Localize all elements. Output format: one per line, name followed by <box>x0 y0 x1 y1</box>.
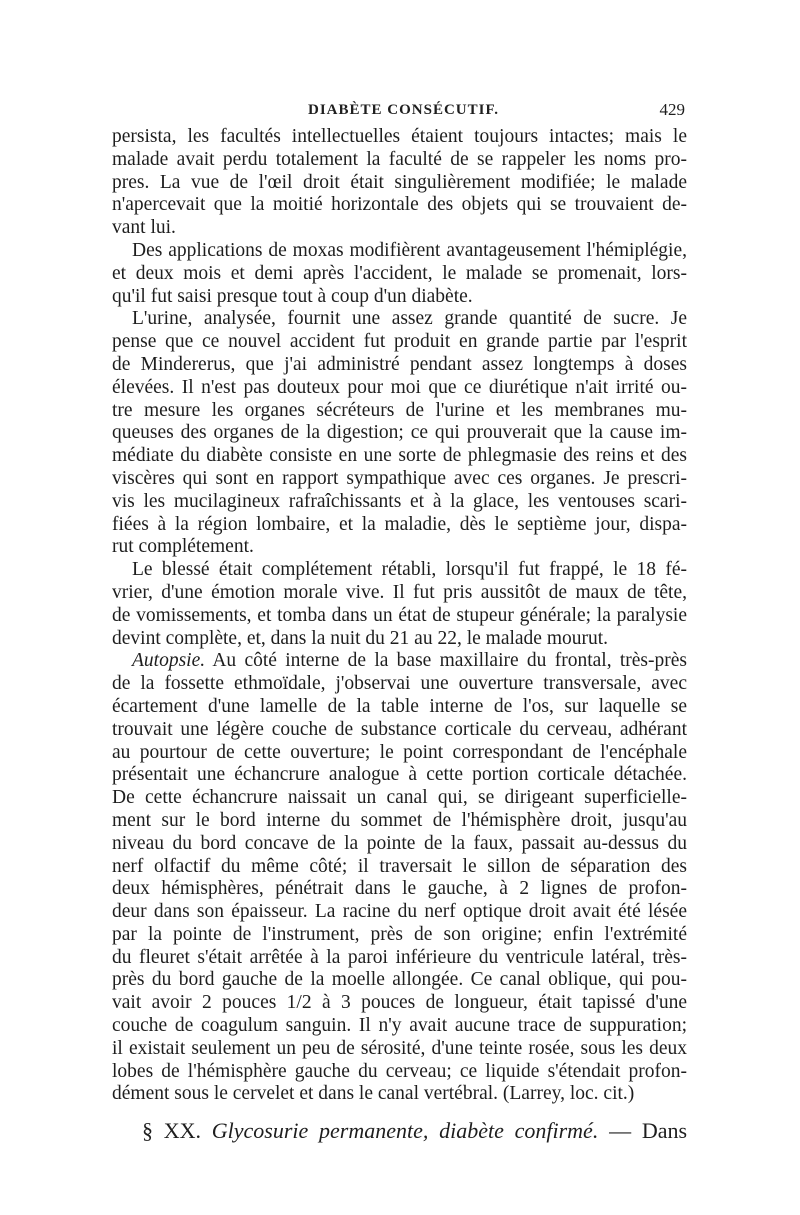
text-line: trouvait une légère couche de substance corticale du cerveau, adhérant <box>112 718 687 740</box>
text-line: pres. La vue de l'œil droit était singulièrement modifiée; le malade <box>112 171 687 193</box>
section-heading <box>112 1116 687 1146</box>
text-line: élevées. Il n'est pas douteux pour moi que ce diurétique n'ait irrité ou- <box>112 376 687 398</box>
text-line: écartement d'une lamelle de la table interne de l'os, sur laquelle se <box>112 695 687 717</box>
text-line: vant lui. <box>112 217 176 239</box>
text-line: viscères qui sont en rapport sympathique avec ces organes. Je prescri- <box>112 467 687 489</box>
section-continuation: — Dans <box>609 1118 688 1144</box>
section-number: § XX. <box>142 1118 202 1144</box>
text-line: vis les mucilagineux rafraîchissants et à la glace, les ventouses scari- <box>112 490 687 512</box>
text-line: ment sur le bord interne du sommet de l'hémisphère droit, jusqu'au <box>112 809 687 831</box>
section-title: Glycosurie permanente, diabète confirmé. <box>211 1118 599 1144</box>
text-line: niveau du bord concave de la pointe de la faux, passait au-dessus du <box>112 832 687 854</box>
body-text <box>112 126 687 1106</box>
text-line: lobes de l'hémisphère gauche du cerveau; ce liquide s'étendait profon- <box>112 1060 687 1082</box>
text-line: deur dans son épaisseur. La racine du nerf optique droit avait été lésée <box>112 901 687 923</box>
text-line: médiate du diabète consiste en une sorte de phlegmasie des reins et des <box>112 445 687 467</box>
text-line: malade avait perdu totalement la faculté de se rappeler les noms pro- <box>112 148 687 170</box>
text-line: par la pointe de l'instrument, près de son origine; enfin l'extrémité <box>112 923 687 945</box>
page-number: 429 <box>659 100 685 119</box>
text-line: L'urine, analysée, fournit une assez grande quantité de sucre. Je <box>132 308 687 330</box>
text-line: nerf olfactif du même côté; il traversait le sillon de séparation des <box>112 855 687 877</box>
text-line: Des applications de moxas modifièrent avantageusement l'hémiplégie, <box>132 239 687 261</box>
text-line: fiées à la région lombaire, et la maladie, dès le septième jour, dispa- <box>112 513 687 535</box>
text-line: de la fossette ethmoïdale, j'observai une ouverture transversale, avec <box>112 673 687 695</box>
text-line: au pourtour de cette ouverture; le point correspondant de l'encéphale <box>112 741 687 763</box>
text-line: vrier, d'une émotion morale vive. Il fut pris aussitôt de maux de tête, <box>112 581 687 603</box>
text-line: dément sous le cervelet et dans le canal vertébral. (Larrey, loc. cit.) <box>112 1083 635 1105</box>
text-line: du fleuret s'était arrêtée à la paroi inférieure du ventricule latéral, très- <box>112 946 687 968</box>
text-line: couche de coagulum sanguin. Il n'y avait aucune trace de suppuration; <box>112 1015 687 1037</box>
text-line: queuses des organes de la digestion; ce qui prouverait que la cause im- <box>112 422 687 444</box>
running-title: DIABÈTE CONSÉCUTIF. <box>308 102 499 118</box>
text-line: qu'il fut saisi presque tout à coup d'un diabète. <box>112 285 473 307</box>
text-line: n'apercevait que la moitié horizontale des objets qui se trouvaient de- <box>112 194 687 216</box>
text-line: vait avoir 2 pouces 1/2 à 3 pouces de longueur, était tapissé d'une <box>112 992 687 1014</box>
text-line: deux hémisphères, pénétrait dans le gauche, à 2 lignes de profon- <box>112 878 687 900</box>
text-line: Le blessé était complétement rétabli, lorsqu'il fut frappé, le 18 fé- <box>132 559 687 581</box>
text-line: rut complétement. <box>112 536 254 558</box>
text-line: De cette échancrure naissait un canal qui, se dirigeant superficielle- <box>112 787 687 809</box>
text-line: persista, les facultés intellectuelles étaient toujours intactes; mais le <box>112 126 687 147</box>
text-line: de vomissements, et tomba dans un état de stupeur générale; la paralysie <box>112 604 687 626</box>
text-line: présentait une échancrure analogue à cette portion corticale détachée. <box>112 764 687 786</box>
autopsy-label: Autopsie. <box>132 650 206 672</box>
autopsy-line-start: Au côté interne de la base maxillaire du frontal, très-près <box>205 650 687 672</box>
text-line: tre mesure les organes sécréteurs de l'urine et les membranes mu- <box>112 399 687 421</box>
text-line: devint complète, et, dans la nuit du 21 au 22, le malade mourut. <box>112 627 609 649</box>
text-line: pense que ce nouvel accident fut produit en grande partie par l'esprit <box>112 331 687 353</box>
running-head <box>112 96 687 126</box>
book-page <box>112 96 687 1146</box>
text-line <box>112 650 687 673</box>
text-line: et deux mois et demi après l'accident, le malade se promenait, lors- <box>112 262 687 284</box>
text-line: près du bord gauche de la moelle allongée. Ce canal oblique, qui pou- <box>112 969 687 991</box>
text-line: de Mindererus, que j'ai administré pendant assez longtemps à doses <box>112 353 687 375</box>
text-line: il existait seulement un peu de sérosité, d'une teinte rosée, sous les deux <box>112 1037 687 1059</box>
